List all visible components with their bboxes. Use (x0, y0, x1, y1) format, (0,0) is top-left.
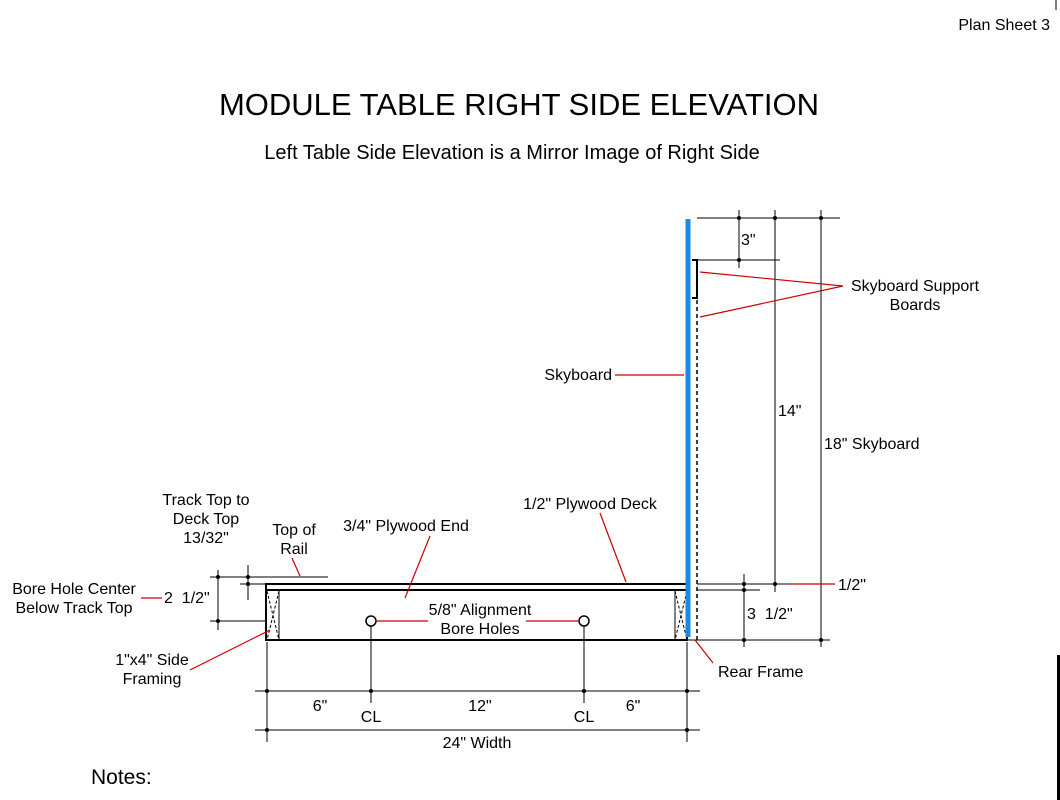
dimension-lines (210, 210, 840, 742)
dim-half-inch: 1/2" (838, 577, 866, 594)
track-top-label-line3: 13/32" (183, 530, 229, 547)
dim-3-inch: 3" (741, 232, 756, 249)
dim-2-half-inch: 2 1/2" (164, 590, 210, 607)
table-body (238, 260, 697, 640)
bore-hole-left (366, 616, 376, 626)
centerline-left-label: CL (360, 709, 382, 726)
dim-6-inch-left: 6" (312, 698, 328, 715)
top-of-rail-label-line2: Rail (280, 541, 308, 558)
support-board-bracket (692, 260, 697, 298)
skyboard-support-label-line2: Boards (889, 297, 941, 314)
plywood-deck-label: 1/2" Plywood Deck (523, 496, 657, 513)
rear-frame-label: Rear Frame (718, 664, 804, 681)
notes-heading: Notes: (91, 766, 152, 789)
bore-hole-right (579, 616, 589, 626)
track-top-label-line2: Deck Top (172, 511, 240, 528)
skyboard-support-label-line1: Skyboard Support (850, 278, 980, 295)
bore-center-label-line2: Below Track Top (15, 600, 133, 617)
dim-14-inch: 14" (778, 403, 802, 420)
side-framing-label-line1: 1"x4" Side (115, 652, 189, 669)
track-top-label-line1: Track Top to (162, 492, 250, 509)
centerline-right-label: CL (573, 709, 595, 726)
side-framing-label-line2: Framing (122, 671, 182, 688)
alignment-holes-label-line1: 5/8" Alignment (428, 602, 532, 619)
bore-center-label-line1: Bore Hole Center (12, 581, 136, 598)
dim-12-inch: 12" (468, 698, 492, 715)
top-of-rail-label-line1: Top of (272, 522, 316, 539)
plywood-end-label: 3/4" Plywood End (343, 518, 469, 535)
skyboard-label: Skyboard (544, 367, 612, 384)
page-title: MODULE TABLE RIGHT SIDE ELEVATION (218, 87, 820, 122)
page-subtitle: Left Table Side Elevation is a Mirror Image of Right Side (264, 142, 760, 164)
dim-3-half-inch: 3 1/2" (747, 606, 793, 623)
dimension-ticks (216, 216, 823, 732)
dim-18-inch-skyboard: 18" Skyboard (824, 436, 920, 453)
alignment-holes-label-line2: Bore Holes (440, 621, 520, 638)
width-24-inch: 24" Width (442, 735, 512, 752)
sheet-label: Plan Sheet 3 (958, 17, 1050, 34)
dim-6-inch-right: 6" (625, 698, 641, 715)
